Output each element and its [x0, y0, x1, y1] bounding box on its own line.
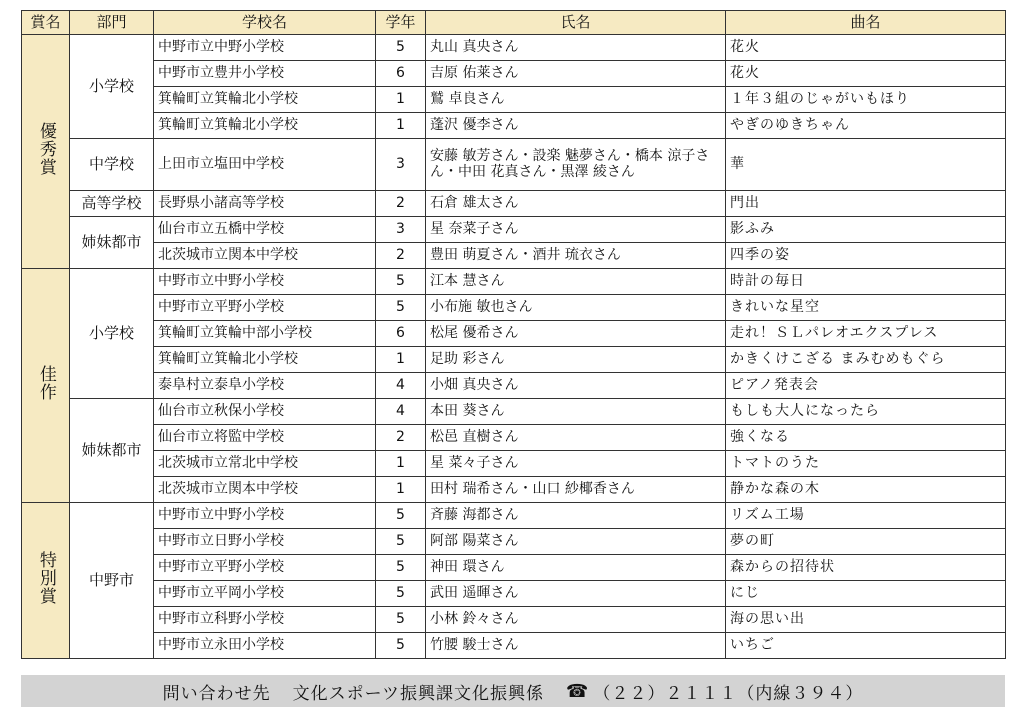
name-cell: 足助 彩さん [426, 347, 726, 373]
header-award: 賞名 [22, 11, 70, 35]
table-row [22, 35, 1006, 61]
name-cell: 小林 鈴々さん [426, 607, 726, 633]
grade-cell: 5 [376, 581, 426, 607]
table-row [22, 581, 1006, 607]
award-label: 佳作 [35, 365, 56, 402]
footer-phone: （２２）２１１１（内線３９４） [593, 683, 864, 704]
grade-cell: 1 [376, 477, 426, 503]
grade-cell: 5 [376, 295, 426, 321]
header-department: 部門 [70, 11, 154, 35]
name-cell: 田村 瑞希さん・山口 紗椰香さん [426, 477, 726, 503]
song-cell: 時計の毎日 [726, 269, 1006, 295]
grade-cell: 3 [376, 217, 426, 243]
name-cell: 竹腰 駿士さん [426, 633, 726, 659]
song-cell: いちご [726, 633, 1006, 659]
table-row [22, 217, 1006, 243]
school-cell: 北茨城市立関本中学校 [154, 477, 376, 503]
school-cell: 中野市立日野小学校 [154, 529, 376, 555]
song-cell: 華 [726, 139, 1006, 191]
grade-cell: 1 [376, 451, 426, 477]
grade-cell: 5 [376, 269, 426, 295]
table-row [22, 633, 1006, 659]
song-cell: もしも大人になったら [726, 399, 1006, 425]
department-cell: 高等学校 [70, 191, 154, 217]
school-cell: 箕輪町立箕輪中部小学校 [154, 321, 376, 347]
name-cell: 松尾 優希さん [426, 321, 726, 347]
awards-table [21, 10, 1006, 659]
award-cell [22, 503, 70, 659]
song-cell: 走れ！ＳＬパレオエクスプレス [726, 321, 1006, 347]
award-cell [22, 269, 70, 503]
grade-cell: 5 [376, 633, 426, 659]
song-cell: リズム工場 [726, 503, 1006, 529]
school-cell: 長野県小諸高等学校 [154, 191, 376, 217]
table-row [22, 425, 1006, 451]
school-cell: 上田市立塩田中学校 [154, 139, 376, 191]
school-cell: 仙台市立秋保小学校 [154, 399, 376, 425]
name-cell: 松邑 直樹さん [426, 425, 726, 451]
grade-cell: 2 [376, 191, 426, 217]
table-row [22, 269, 1006, 295]
department-cell: 中野市 [70, 503, 154, 659]
award-label: 特別賞 [35, 551, 56, 606]
song-cell: やぎのゆきちゃん [726, 113, 1006, 139]
song-cell: 四季の姿 [726, 243, 1006, 269]
grade-cell: 4 [376, 373, 426, 399]
table-row [22, 243, 1006, 269]
song-cell: 花火 [726, 61, 1006, 87]
name-cell: 武田 遥暉さん [426, 581, 726, 607]
grade-cell: 5 [376, 529, 426, 555]
name-cell: 本田 葵さん [426, 399, 726, 425]
header-grade: 学年 [376, 11, 426, 35]
song-cell: 夢の町 [726, 529, 1006, 555]
school-cell: 仙台市立将監中学校 [154, 425, 376, 451]
song-cell: 影ふみ [726, 217, 1006, 243]
department-cell: 姉妹都市 [70, 399, 154, 503]
header-row [22, 11, 1006, 35]
grade-cell: 5 [376, 503, 426, 529]
school-cell: 中野市立永田小学校 [154, 633, 376, 659]
table-row [22, 61, 1006, 87]
table-row [22, 529, 1006, 555]
school-cell: 中野市立平野小学校 [154, 295, 376, 321]
name-cell: 星 菜々子さん [426, 451, 726, 477]
table-row [22, 139, 1006, 191]
grade-cell: 5 [376, 607, 426, 633]
name-cell: 吉原 佑莱さん [426, 61, 726, 87]
school-cell: 北茨城市立常北中学校 [154, 451, 376, 477]
school-cell: 中野市立科野小学校 [154, 607, 376, 633]
name-cell: 丸山 真央さん [426, 35, 726, 61]
school-cell: 泰阜村立泰阜小学校 [154, 373, 376, 399]
name-cell: 星 奈菜子さん [426, 217, 726, 243]
grade-cell: 1 [376, 347, 426, 373]
school-cell: 中野市立中野小学校 [154, 503, 376, 529]
name-cell: 神田 環さん [426, 555, 726, 581]
school-cell: 中野市立中野小学校 [154, 35, 376, 61]
table-row [22, 555, 1006, 581]
song-cell: きれいな星空 [726, 295, 1006, 321]
song-cell: トマトのうた [726, 451, 1006, 477]
song-cell: 静かな森の木 [726, 477, 1006, 503]
name-cell: 石倉 雄太さん [426, 191, 726, 217]
table-row [22, 191, 1006, 217]
grade-cell: 3 [376, 139, 426, 191]
telephone-icon: ☎ [565, 680, 590, 702]
department-cell: 姉妹都市 [70, 217, 154, 269]
song-cell: にじ [726, 581, 1006, 607]
name-cell: 小布施 敏也さん [426, 295, 726, 321]
name-cell: 斉藤 海都さん [426, 503, 726, 529]
table-row [22, 87, 1006, 113]
song-cell: ピアノ発表会 [726, 373, 1006, 399]
header-song: 曲名 [726, 11, 1006, 35]
footer-department: 文化スポーツ振興課文化振興係 [292, 683, 544, 704]
header-school: 学校名 [154, 11, 376, 35]
table-row [22, 295, 1006, 321]
school-cell: 中野市立平野小学校 [154, 555, 376, 581]
table-row [22, 477, 1006, 503]
song-cell: 森からの招待状 [726, 555, 1006, 581]
school-cell: 仙台市立五橋中学校 [154, 217, 376, 243]
department-cell: 小学校 [70, 35, 154, 139]
table-row [22, 399, 1006, 425]
name-cell: 安藤 敏芳さん・設楽 魅夢さん・橋本 涼子さん・中田 花真さん・黒澤 綾さん [426, 139, 726, 191]
department-cell: 中学校 [70, 139, 154, 191]
table-row [22, 503, 1006, 529]
grade-cell: 5 [376, 35, 426, 61]
table-row [22, 451, 1006, 477]
song-cell: １年３組のじゃがいもほり [726, 87, 1006, 113]
award-label: 優秀賞 [35, 122, 56, 177]
table-row [22, 347, 1006, 373]
table-row [22, 607, 1006, 633]
table-row [22, 373, 1006, 399]
grade-cell: 2 [376, 425, 426, 451]
song-cell: 花火 [726, 35, 1006, 61]
grade-cell: 1 [376, 113, 426, 139]
school-cell: 中野市立豊井小学校 [154, 61, 376, 87]
contact-footer [21, 675, 1005, 707]
name-cell: 江本 慧さん [426, 269, 726, 295]
name-cell: 蓬沢 優李さん [426, 113, 726, 139]
school-cell: 中野市立中野小学校 [154, 269, 376, 295]
grade-cell: 5 [376, 555, 426, 581]
song-cell: 門出 [726, 191, 1006, 217]
grade-cell: 6 [376, 61, 426, 87]
school-cell: 箕輪町立箕輪北小学校 [154, 113, 376, 139]
grade-cell: 1 [376, 87, 426, 113]
footer-label: 問い合わせ先 [162, 683, 271, 704]
header-name: 氏名 [426, 11, 726, 35]
table-row [22, 113, 1006, 139]
school-cell: 北茨城市立関本中学校 [154, 243, 376, 269]
song-cell: 強くなる [726, 425, 1006, 451]
name-cell: 豊田 萌夏さん・酒井 琉衣さん [426, 243, 726, 269]
table-body [22, 35, 1006, 659]
name-cell: 小畑 真央さん [426, 373, 726, 399]
grade-cell: 2 [376, 243, 426, 269]
song-cell: 海の思い出 [726, 607, 1006, 633]
school-cell: 箕輪町立箕輪北小学校 [154, 87, 376, 113]
school-cell: 箕輪町立箕輪北小学校 [154, 347, 376, 373]
grade-cell: 4 [376, 399, 426, 425]
school-cell: 中野市立平岡小学校 [154, 581, 376, 607]
name-cell: 鷲 卓良さん [426, 87, 726, 113]
grade-cell: 6 [376, 321, 426, 347]
department-cell: 小学校 [70, 269, 154, 399]
name-cell: 阿部 陽菜さん [426, 529, 726, 555]
table-row [22, 321, 1006, 347]
song-cell: かきくけこざる まみむめもぐら [726, 347, 1006, 373]
award-cell [22, 35, 70, 269]
